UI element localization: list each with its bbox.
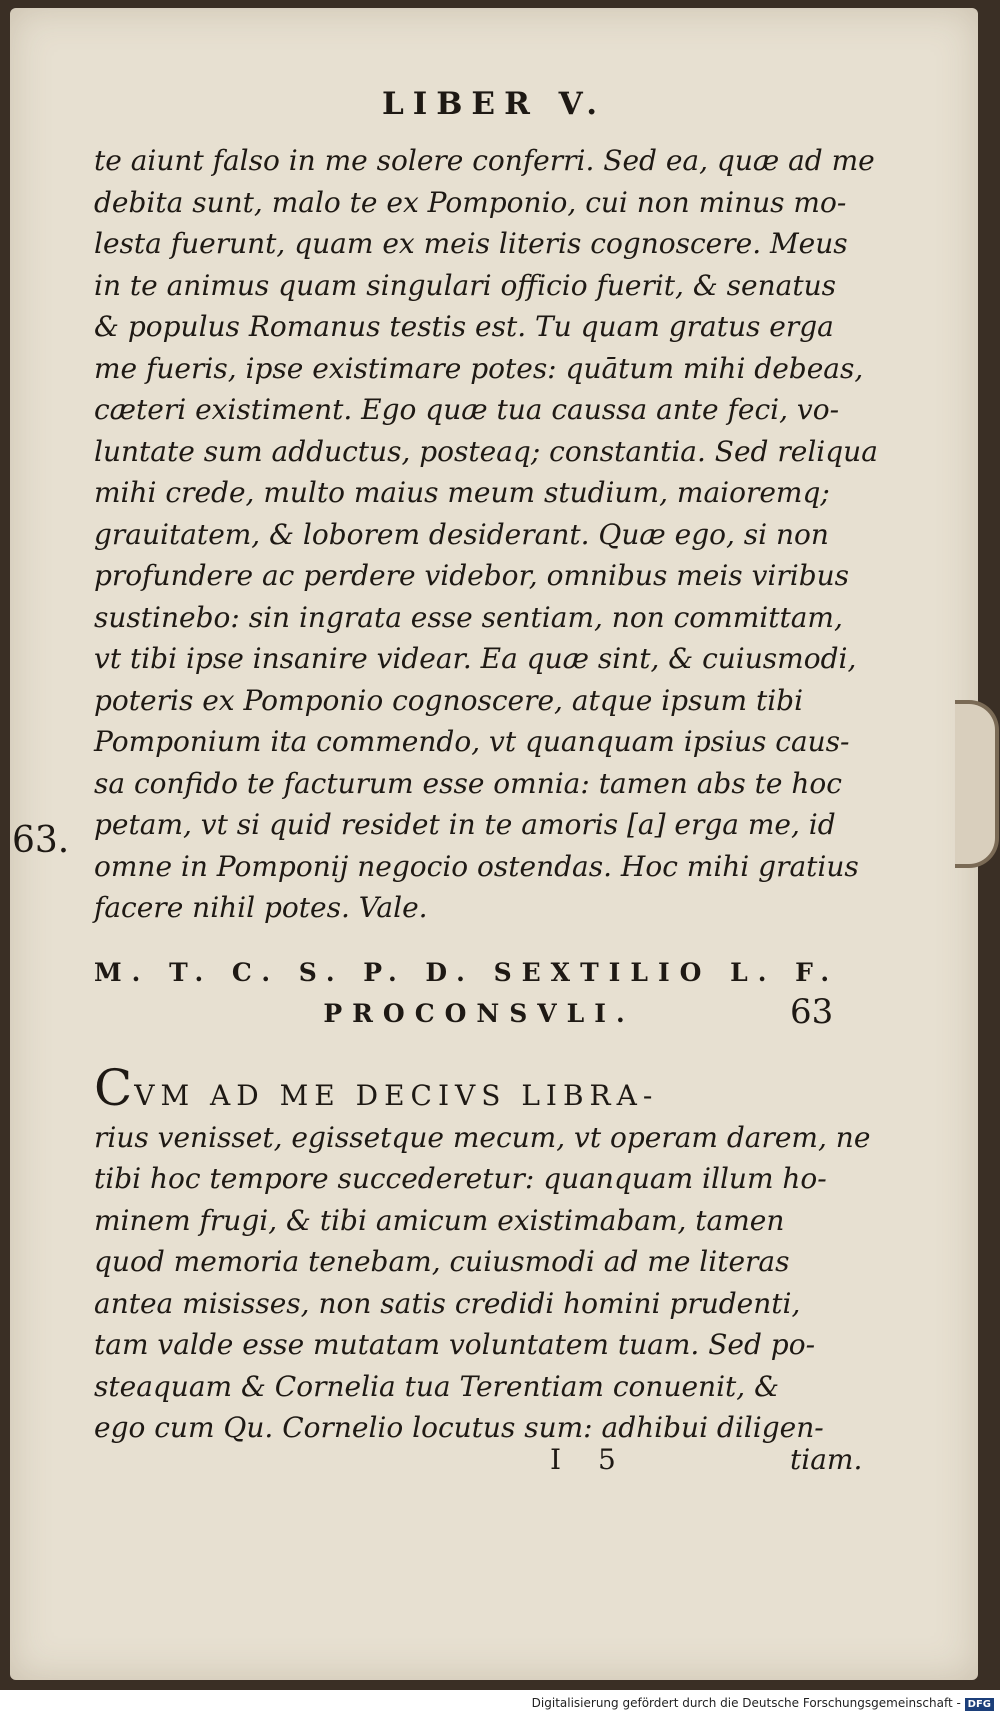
- first-line: [94, 1059, 864, 1117]
- text-line: quod memoria tenebam, cuiusmodi ad me literas: [94, 1245, 790, 1278]
- margin-note: 63.: [12, 820, 70, 861]
- book-clasp: [955, 700, 999, 868]
- dfg-logo: DFG: [965, 1698, 994, 1711]
- text-line: ego cum Qu. Cornelio locutus sum: adhibui diligen-: [94, 1411, 824, 1444]
- text-line: cæteri existiment. Ego quæ tua caussa ante feci, vo-: [94, 393, 840, 426]
- catchword: tiam.: [790, 1443, 863, 1476]
- text-line: tibi hoc tempore succederetur: quanquam illum ho-: [94, 1162, 827, 1195]
- text-line: & populus Romanus testis est. Tu quam gratus erga: [94, 310, 834, 343]
- letter-body-previous: [94, 140, 878, 929]
- text-line: rius venisset, egissetque mecum, vt operam darem, ne: [94, 1120, 871, 1154]
- text-line: luntate sum adductus, posteaq; constantia. Sed reliqua: [94, 434, 878, 468]
- book-page: [10, 8, 978, 1680]
- letter-body: [94, 1059, 871, 1449]
- text-line: facere nihil potes. Vale.: [94, 891, 428, 924]
- text-line: Pomponium ita commendo, vt quanquam ipsius caus-: [94, 725, 850, 758]
- text-line: grauitatem, & loborem desiderant. Quæ ego, si non: [94, 517, 829, 551]
- text-line: steaquam & Cornelia tua Terentiam conuenit, &: [94, 1369, 780, 1403]
- text-line: vt tibi ipse insanire videar. Ea quæ sint, & cuiusmodi,: [94, 642, 857, 675]
- credit-text: Digitalisierung gefördert durch die Deutsche Forschungsgemeinschaft -: [531, 1696, 961, 1710]
- text-line: petam, vt si quid residet in te amoris [a] erga me, id: [94, 808, 836, 841]
- first-line-rest: VM AD ME DECIVS LIBRA-: [134, 1079, 659, 1112]
- text-line: tam valde esse mutatam voluntatem tuam. Sed po-: [94, 1328, 816, 1361]
- text-line: me fueris, ipse existimare potes: quātum mihi debeas,: [94, 351, 864, 385]
- running-head: LIBER V.: [381, 86, 607, 122]
- text-line: profundere ac perdere videbor, omnibus meis viribus: [94, 559, 850, 592]
- text-line: debita sunt, malo te ex Pomponio, cui non minus mo-: [94, 185, 847, 219]
- heading-number: 63: [790, 992, 834, 1032]
- text-line: poteris ex Pomponio cognoscere, atque ipsum tibi: [94, 683, 804, 717]
- text-line: lesta fuerunt, quam ex meis literis cognoscere. Meus: [94, 227, 848, 260]
- text-line: omne in Pomponij negocio ostendas. Hoc mihi gratius: [94, 849, 859, 883]
- initial-capital: C: [94, 1059, 135, 1117]
- digitization-credit: [532, 1696, 994, 1711]
- heading-line-1: M. T. C. S. P. D. SEXTILIO L. F.: [94, 958, 840, 987]
- heading-line-2: PROCONSVLI.: [323, 999, 635, 1028]
- text-line: mihi crede, multo maius meum studium, maioremq;: [94, 476, 830, 509]
- text-line: sa confido te facturum esse omnia: tamen abs te hoc: [94, 766, 842, 800]
- text-line: te aiunt falso in me solere conferri. Sed ea, quæ ad me: [94, 144, 875, 177]
- text-line: antea misisses, non satis credidi homini prudenti,: [94, 1286, 801, 1320]
- letter-heading: [94, 958, 864, 1028]
- text-line: minem frugi, & tibi amicum existimabam, tamen: [94, 1203, 785, 1237]
- text-line: sustinebo: sin ingrata esse sentiam, non committam,: [94, 600, 843, 634]
- text-line: in te animus quam singulari officio fuerit, & senatus: [94, 268, 836, 302]
- signature-mark: I 5: [550, 1443, 630, 1476]
